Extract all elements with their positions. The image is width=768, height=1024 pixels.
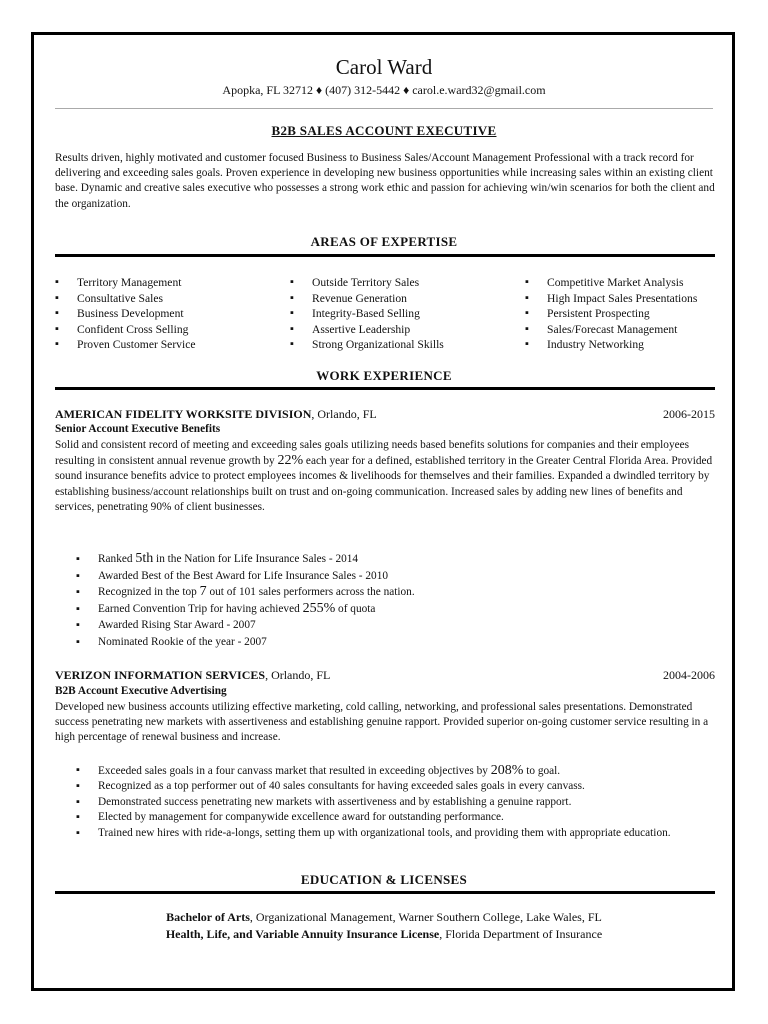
list-item: ▪ Awarded Rising Star Award - 2007 <box>76 617 716 634</box>
separator-icon: ♦ <box>403 83 410 97</box>
list-item: ▪ Earned Convention Trip for having achieved 255% of quota <box>76 601 716 618</box>
list-item: ▪ Competitive Market Analysis <box>525 275 697 291</box>
job-header <box>55 407 715 422</box>
list-item: ▪ Revenue Generation <box>290 291 444 307</box>
divider <box>55 254 715 257</box>
job-description: Solid and consistent record of meeting and exceeding sales goals utilizing needs based benefits solutions for companies and their employees resulting in consistent annual revenue growth by 22% each year for a defined, established territory in the Greater Central Florida Area. Provided sound insurance benefits advice to protect employees incomes & livelihoods for themselves and their families. Expanded a dwindled territory by establishing business/account relationships built on trust and on-going communication. Increased sales by adding new lines of benefits and services, penetrating 90% of client businesses. <box>55 439 713 513</box>
contact-location: Apopka, FL 32712 <box>222 83 313 97</box>
list-item: ▪ Trained new hires with ride-a-longs, setting them up with organizational tools, and providing them with appropriate education. <box>76 826 716 841</box>
job-header <box>55 668 715 683</box>
list-item: ▪ Industry Networking <box>525 337 697 353</box>
list-item: ▪ Assertive Leadership <box>290 322 444 338</box>
expertise-column-3 <box>525 275 697 353</box>
expertise-title: AREAS OF EXPERTISE <box>310 234 458 249</box>
list-item: ▪ High Impact Sales Presentations <box>525 291 697 307</box>
list-item: ▪ Outside Territory Sales <box>290 275 444 291</box>
list-item: ▪ Elected by management for companywide excellence award for outstanding performance. <box>76 810 716 825</box>
expertise-column-1 <box>55 275 196 353</box>
job-title: Senior Account Executive Benefits <box>55 423 221 435</box>
summary: Results driven, highly motivated and customer focused Business to Business Sales/Account Management Professional with a track record for delivering and exceeding sales goals. Proven experience in developing new business opportunities while increasing sales within an existing client base. Dynamic and creative sales executive who possesses a strong work ethic and passion for achieving win/win scenarios for both the client and the organization. <box>55 152 715 210</box>
list-item: ▪ Business Development <box>55 306 196 322</box>
divider <box>55 108 713 109</box>
list-item: ▪ Demonstrated success penetrating new markets with assertiveness and by establishing a genuine rapport. <box>76 795 716 810</box>
list-item: ▪ Consultative Sales <box>55 291 196 307</box>
list-item: ▪ Exceeded sales goals in a four canvass market that resulted in exceeding objectives by 208% to goal. <box>76 763 716 779</box>
candidate-name: Carol Ward <box>335 55 433 79</box>
list-item: ▪ Recognized in the top 7 out of 101 sales performers across the nation. <box>76 584 716 601</box>
divider <box>55 387 715 390</box>
expertise-column-2 <box>290 275 444 353</box>
list-item: ▪ Proven Customer Service <box>55 337 196 353</box>
company-location: , Orlando, FL <box>311 407 377 421</box>
headline: B2B SALES ACCOUNT EXECUTIVE <box>271 123 497 138</box>
company-location: , Orlando, FL <box>265 668 331 682</box>
list-item: ▪ Ranked 5th in the Nation for Life Insurance Sales - 2014 <box>76 551 716 568</box>
contact-phone: (407) 312-5442 <box>325 83 401 97</box>
list-item: ▪ Nominated Rookie of the year - 2007 <box>76 634 716 651</box>
job-achievements <box>76 763 716 841</box>
contact-email: carol.e.ward32@gmail.com <box>412 83 546 97</box>
list-item: ▪ Recognized as a top performer out of 40 sales consultants for having exceeded sales goals in every canvass. <box>76 779 716 794</box>
education-degree: Bachelor of Arts, Organizational Management, Warner Southern College, Lake Wales, FL <box>166 910 602 924</box>
education-license: Health, Life, and Variable Annuity Insurance License, Florida Department of Insurance <box>165 927 603 941</box>
job-title: B2B Account Executive Advertising <box>55 685 227 697</box>
company-name: VERIZON INFORMATION SERVICES <box>55 668 266 682</box>
divider <box>55 891 715 894</box>
list-item: ▪ Integrity-Based Selling <box>290 306 444 322</box>
job-achievements <box>76 551 716 651</box>
job-years: 2004-2006 <box>663 668 715 682</box>
list-item: ▪ Sales/Forecast Management <box>525 322 697 338</box>
job-years: 2006-2015 <box>663 407 715 421</box>
contact-line <box>0 83 768 98</box>
list-item: ▪ Confident Cross Selling <box>55 322 196 338</box>
work-title: WORK EXPERIENCE <box>316 368 452 383</box>
list-item: ▪ Territory Management <box>55 275 196 291</box>
list-item: ▪ Persistent Prospecting <box>525 306 697 322</box>
list-item: ▪ Strong Organizational Skills <box>290 337 444 353</box>
list-item: ▪ Awarded Best of the Best Award for Life Insurance Sales - 2010 <box>76 568 716 585</box>
separator-icon: ♦ <box>315 83 323 97</box>
job-description: Developed new business accounts utilizing effective marketing, cold calling, networking, and professional sales presentations. Demonstrated success penetrating new markets with assertiveness and establishing genuine rapport. Provided superior on-going customer service resulting in a high percentage of renewal business and increase. <box>55 701 709 744</box>
education-title: EDUCATION & LICENSES <box>300 872 468 887</box>
company-name: AMERICAN FIDELITY WORKSITE DIVISION <box>55 407 312 421</box>
